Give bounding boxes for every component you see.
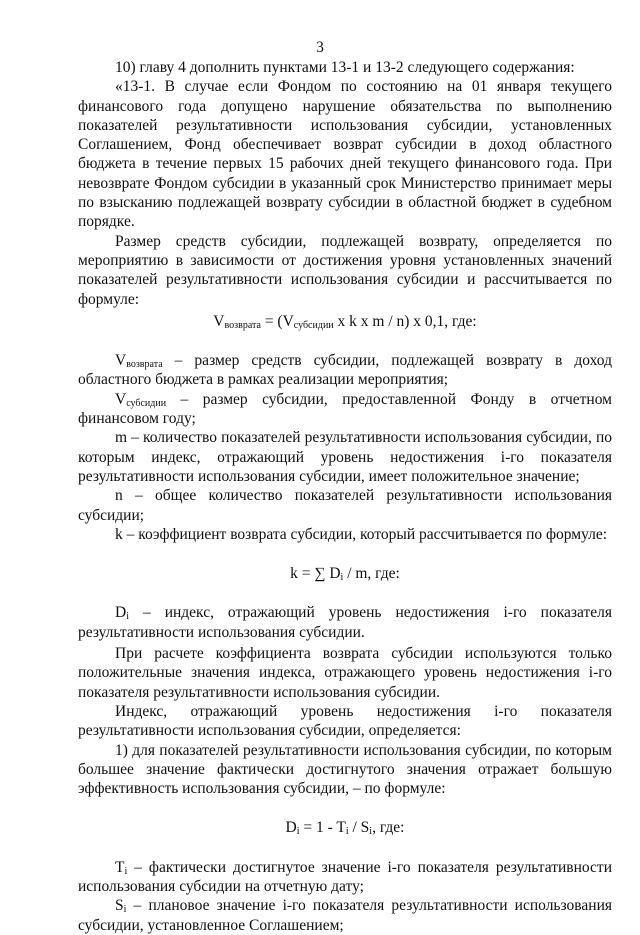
- paragraph-case-1: 1) для показателей результативности использования субсидии, по которым большее значение фактически достигнутого значения отражает большую эффективность использования субсидии, – по формуле:: [78, 741, 612, 798]
- paragraph-calc: При расчете коэффициента возврата субсидии используются только положительные значения индекса, отражающего уровень недостижения i-го показателя результативности использования субсидии.: [78, 645, 612, 701]
- definition-d: $D_i$ – индекс, отражающий уровень недостижения i-го показателя результативности использования субсидии.: [78, 604, 612, 641]
- formula-v-return: $V_{возврата} = (V_{субсидии}$ x k x m / n) x 0,1, где:: [213, 312, 477, 331]
- definition-m: m – количество показателей результативности использования субсидии, по которым индекс, отражающий уровень недостижения i-го показателя результативности использования субсидии, имеет положительное значение;: [78, 429, 612, 485]
- definition-v-subsidy: $V_{субсидии}$ – размер субсидии, предоставленной Фонду в отчетном финансовом году;: [78, 390, 612, 428]
- page-number: 3: [316, 39, 324, 56]
- definition-s: $S_i$ – плановое значение i-го показателя результативности использования субсидии, установленное Соглашением;: [78, 897, 612, 934]
- paragraph-return-size: Размер средств субсидии, подлежащей возврату, определяется по мероприятию в зависимости от достижения уровня установленных значений показателей результативности использования субсидии и рассчитывается по формуле:: [78, 232, 612, 308]
- paragraph-index: Индекс, отражающий уровень недостижения i-го показателя результативности использования субсидии, определяется:: [78, 702, 612, 740]
- definition-v-return: $V_{возврата}$ – размер средств субсидии, подлежащей возврату в доход областного бюджета в рамках реализации мероприятия;: [78, 352, 612, 389]
- formula-k: k = ∑ $D_i$ / m, где:: [290, 565, 400, 584]
- paragraph-13-1: «13-1. В случае если Фондом по состоянию на 01 января текущего финансового года допущено нарушение обязательства по выполнению показателей результативности использования субсидии, установленных Соглашением, Фонд обеспечивает возврат субсидии в доход областного бюджета в течение первых 15 рабочих дней текущего финансового года. При невозврате Фондом субсидии в указанный срок Министерство принимает меры по взысканию подлежащей возврату субсидии в областной бюджет в судебном порядке.: [78, 78, 612, 231]
- definition-t: $T_i$ – фактически достигнутое значение i-го показателя результативности использования субсидии на отчетную дату;: [78, 858, 612, 895]
- formula-d: $D_i = 1 - T_i / S_i$, где:: [285, 819, 405, 838]
- document-body: [78, 58, 612, 935]
- definition-k: k – коэффициент возврата субсидии, который рассчитывается по формуле:: [115, 525, 608, 543]
- definition-n: n – общее количество показателей результативности использования субсидии;: [78, 487, 612, 524]
- paragraph-intro: 10) главу 4 дополнить пунктами 13-1 и 13-2 следующего содержания:: [115, 59, 575, 76]
